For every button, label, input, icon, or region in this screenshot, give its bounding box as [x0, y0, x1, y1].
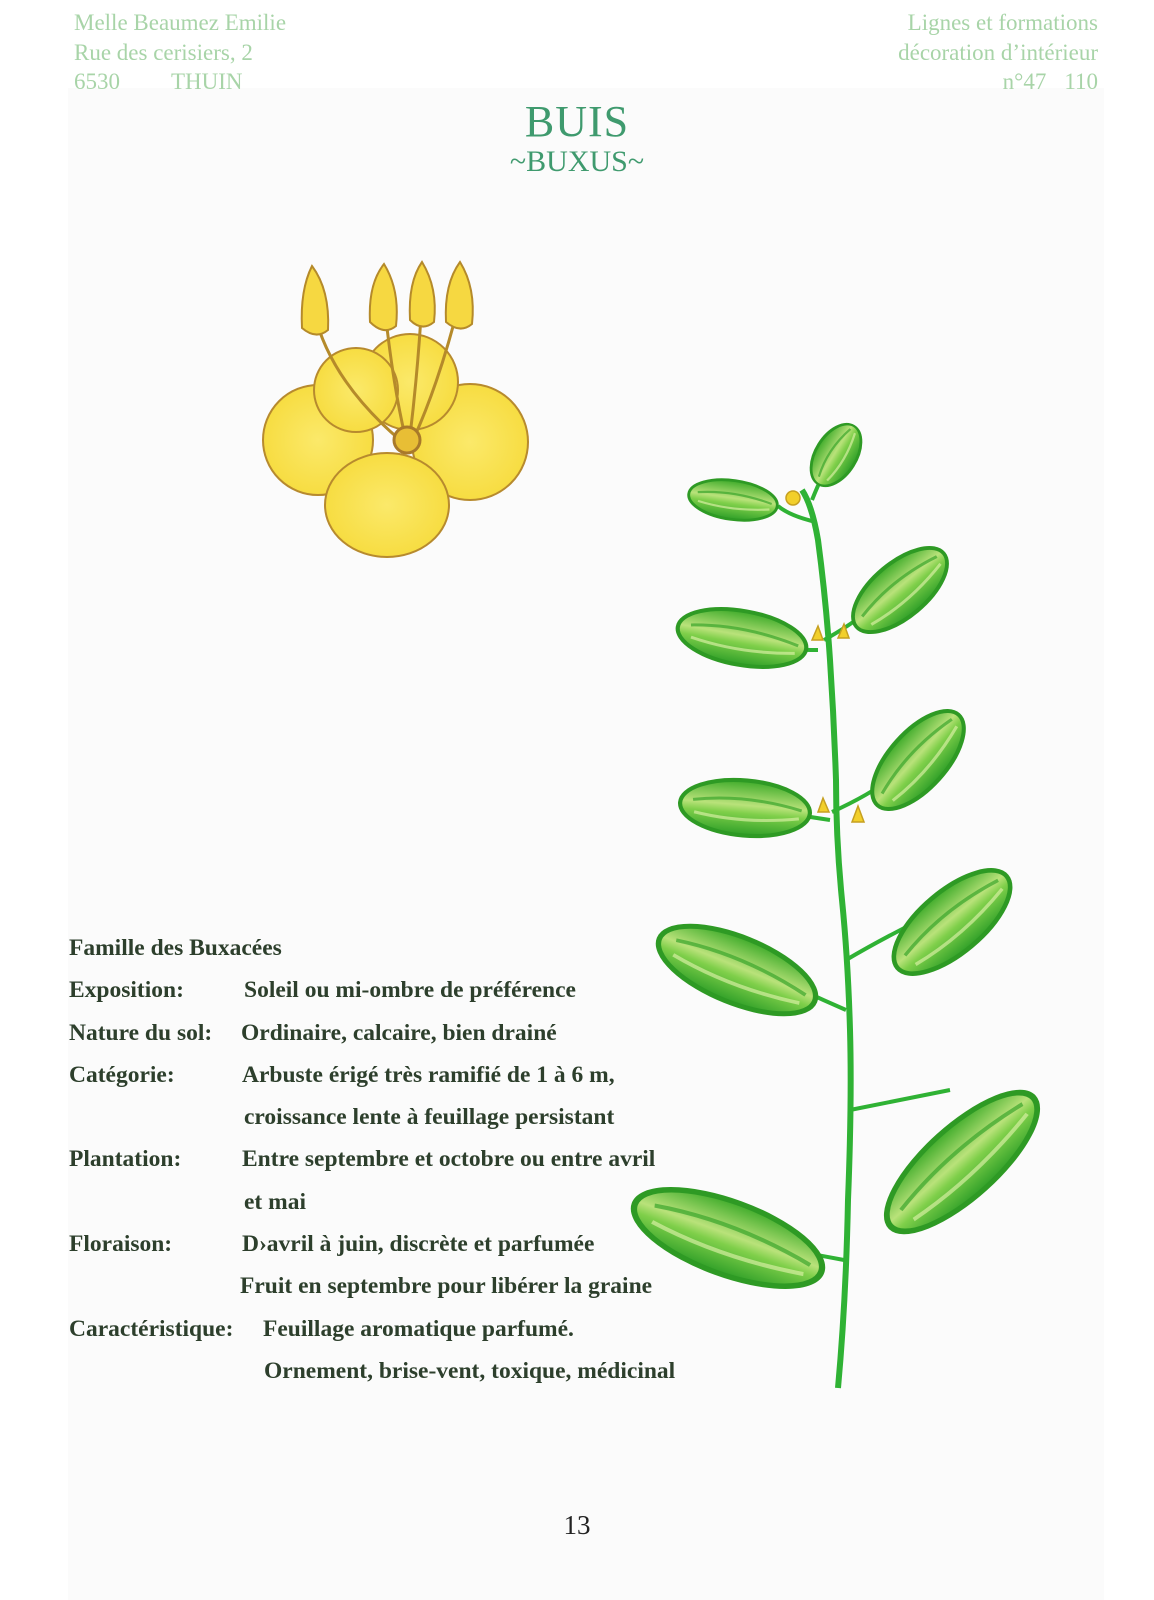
page-title: BUIS [524, 97, 630, 146]
planting-value-2: et mai [244, 1188, 306, 1215]
course-code: 110 [1064, 69, 1098, 94]
exposition-value: Soleil ou mi-ombre de préférence [244, 977, 576, 1004]
flowering-label: Floraison: [69, 1231, 173, 1258]
sender-city: THUIN [171, 69, 243, 94]
feature-label: Caractéristique: [69, 1315, 234, 1342]
course-number: n°47 [1002, 69, 1047, 94]
course-line-1: Lignes et formations [907, 10, 1098, 35]
page-subtitle: ~BUXUS~ [509, 145, 645, 178]
page-number: 13 [563, 1510, 591, 1540]
planting-label: Plantation: [69, 1146, 182, 1173]
boxwood-branch-drawing [622, 415, 1057, 1388]
course-line-2: décoration d’intérieur [898, 39, 1098, 65]
category-value-1: Arbuste érigé très ramifié de 1 à 6 m, [242, 1061, 615, 1088]
exposition-label: Exposition: [69, 977, 184, 1004]
feature-value-2: Ornement, brise-vent, toxique, médicinal [264, 1357, 676, 1384]
flowering-value-2: Fruit en septembre pour libérer la graine [240, 1273, 653, 1300]
category-label: Catégorie: [69, 1061, 175, 1088]
sender-name: Melle Beaumez Emilie [74, 10, 287, 35]
category-value-2: croissance lente à feuillage persistant [244, 1104, 615, 1131]
feature-value-1: Feuillage aromatique parfumé. [263, 1315, 574, 1342]
family-label: Famille des Buxacées [69, 935, 282, 961]
planting-value-1: Entre septembre et octobre ou entre avril [242, 1146, 656, 1173]
flowering-value-1: D›avril à juin, discrète et parfumée [242, 1231, 595, 1258]
soil-value: Ordinaire, calcaire, bien drainé [241, 1019, 557, 1046]
flower-drawing [263, 262, 528, 557]
sender-street: Rue des cerisiers, 2 [74, 39, 253, 65]
soil-label: Nature du sol: [69, 1019, 213, 1046]
sender-postcode: 6530 [74, 69, 120, 94]
